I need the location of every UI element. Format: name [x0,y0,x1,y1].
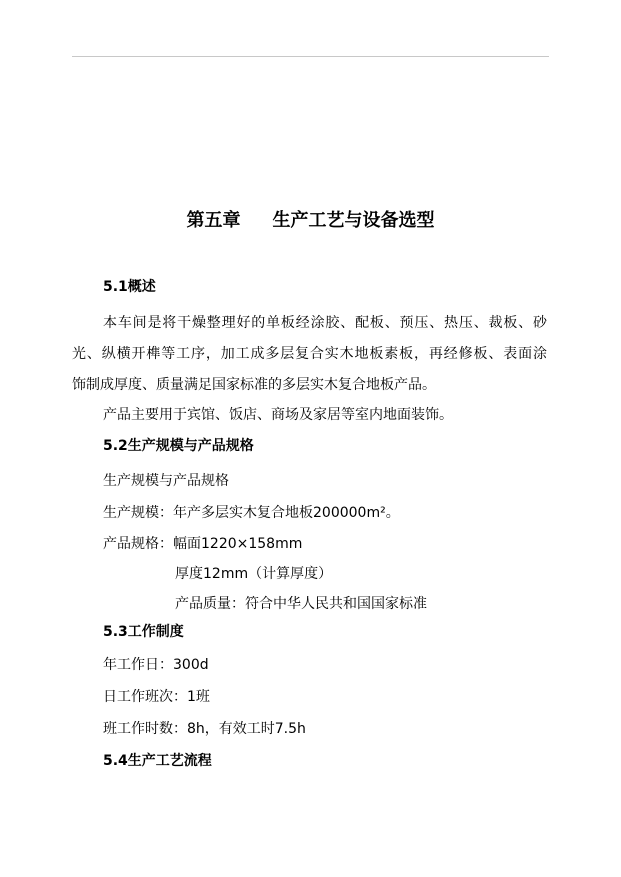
chapter-name: 生产工艺与设备选型 [272,210,435,231]
chapter-number: 第五章 [186,210,241,231]
work-days: 年工作日：300d [103,657,209,673]
scale-capacity: 生产规模：年产多层实木复合地板200000m²。 [103,505,400,521]
section-heading-overview: 5.1概述 [103,279,156,295]
scale-thickness: 厚度12mm（计算厚度） [175,566,333,582]
overview-usage: 产品主要用于宾馆、饭店、商场及家居等室内地面装饰。 [103,407,453,423]
section-heading-scale: 5.2生产规模与产品规格 [103,438,254,454]
section-heading-work-system: 5.3工作制度 [103,624,184,640]
scale-spec: 产品规格：幅面1220×158mm [103,536,303,552]
work-hours: 班工作时数：8h，有效工时7.5h [103,721,306,737]
scale-subtitle: 生产规模与产品规格 [103,473,229,489]
header-rule [72,56,549,57]
overview-line-3: 饰制成厚度、质量满足国家标准的多层实木复合地板产品。 [72,377,436,393]
section-heading-process-flow: 5.4生产工艺流程 [103,753,212,769]
chapter-title [0,209,621,233]
scale-quality: 产品质量：符合中华人民共和国国家标准 [175,596,427,612]
overview-line-2: 光、纵横开榫等工序，加工成多层复合实木地板素板，再经修板、表面涂 [72,346,547,362]
work-shifts: 日工作班次：1班 [103,689,210,705]
overview-line-1: 本车间是将干燥整理好的单板经涂胶、配板、预压、热压、裁板、砂 [103,315,547,331]
